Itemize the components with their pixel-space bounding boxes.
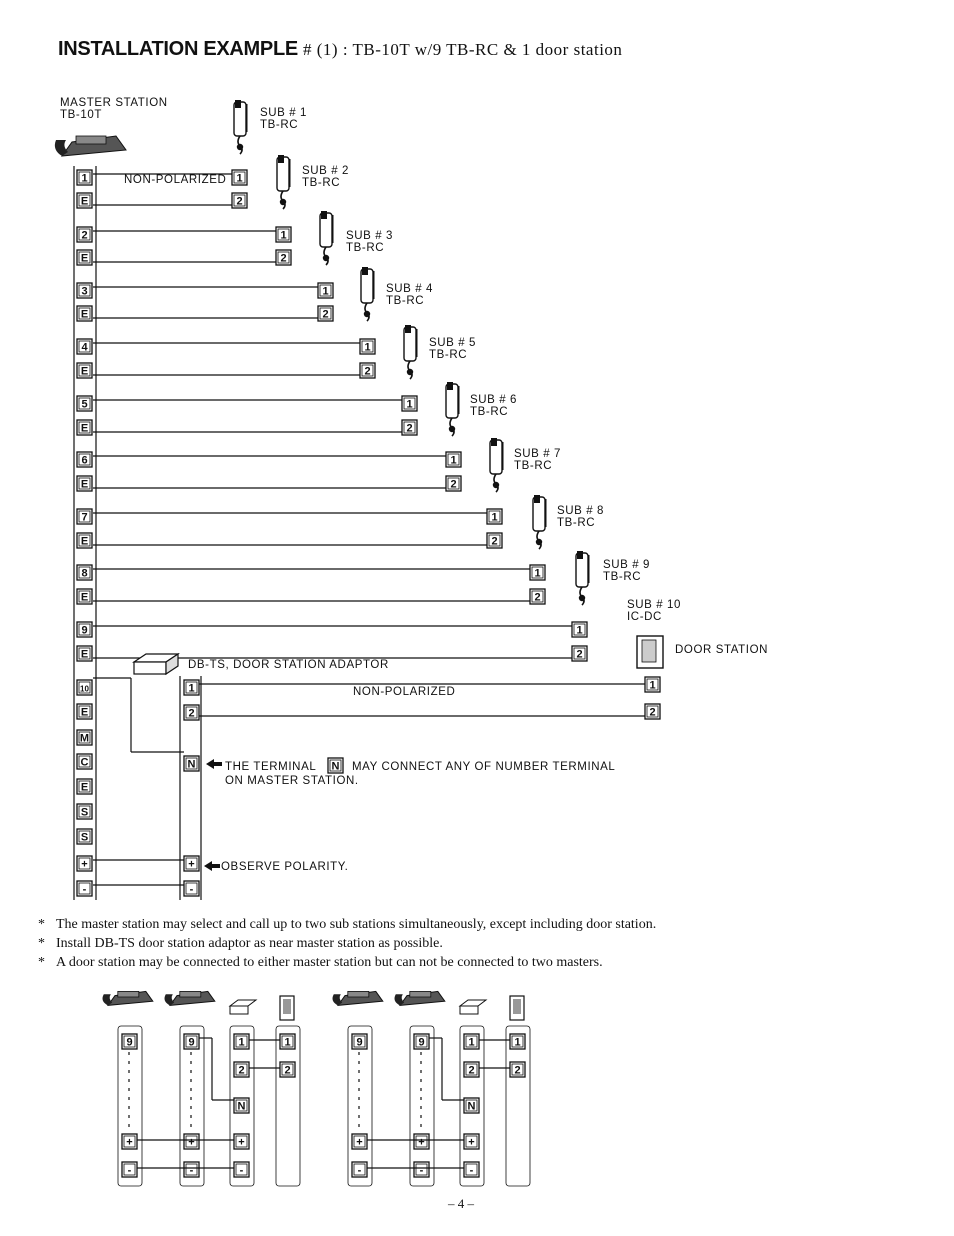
sub-8-model: TB-RC	[557, 517, 596, 529]
example-2-adaptor-2	[464, 1062, 479, 1077]
terminal-label: E	[80, 781, 89, 794]
terminal-label: E	[80, 252, 89, 265]
terminal-label: 1	[238, 1036, 245, 1049]
example-1-adaptor-icon	[230, 1000, 256, 1006]
terminal-label: 9	[418, 1036, 425, 1049]
terminal-label: E	[80, 422, 89, 435]
master-terminal-E	[77, 779, 92, 794]
terminal-label: 2	[236, 195, 243, 208]
sub-9-model: TB-RC	[603, 571, 642, 583]
sub-9-terminal-1	[530, 565, 545, 580]
terminal-label: 2	[406, 422, 413, 435]
example-2-terminal-9b	[414, 1034, 429, 1049]
n-note-b: MAY CONNECT ANY OF NUMBER TERMINAL	[352, 761, 616, 773]
arrow-icon	[206, 759, 222, 769]
sub-10-model: IC-DC	[627, 611, 662, 623]
note-1: * The master station may select and call up to two sub stations simultaneously, except including door station.	[38, 917, 657, 932]
sub-6-terminal-2	[402, 420, 417, 435]
terminal-label: +	[126, 1136, 133, 1149]
door-terminal-2	[645, 704, 660, 719]
sub-4-terminal-2	[318, 306, 333, 321]
example-1-plus-a	[122, 1134, 137, 1149]
terminal-label: 2	[468, 1064, 475, 1077]
terminal-label: 3	[81, 285, 88, 298]
terminal-label: 2	[576, 648, 583, 661]
non-polarized-label-2: NON-POLARIZED	[353, 686, 456, 698]
sub-1-handset-icon	[234, 100, 247, 154]
terminal-label: -	[82, 883, 87, 896]
sub-10-name: SUB # 10	[627, 599, 682, 611]
example-1-door-1	[280, 1034, 295, 1049]
example-1-master-b-icon	[164, 991, 214, 1005]
page-number: – 4 –	[448, 1196, 474, 1211]
terminal-label: M	[79, 732, 90, 745]
terminal-label: 1	[81, 172, 88, 185]
handset-cord-end	[323, 255, 329, 261]
example-2-master-b-icon	[394, 991, 444, 1005]
terminal-label: E	[80, 648, 89, 661]
n-note-a: THE TERMINAL	[225, 761, 317, 773]
door-terminal-1	[645, 677, 660, 692]
non-polarized-label-1: NON-POLARIZED	[124, 174, 227, 186]
terminal-label: 2	[238, 1064, 245, 1077]
terminal-label: E	[80, 308, 89, 321]
example-1-adaptor-body	[230, 1006, 248, 1014]
sub-7-name: SUB # 7	[514, 448, 562, 460]
master-terminal-E	[77, 589, 92, 604]
sub-7-terminal-2	[446, 476, 461, 491]
sub-8-handset-icon	[533, 495, 546, 549]
example-1-column-frame	[276, 1026, 300, 1186]
terminal-label: 1	[534, 567, 541, 580]
sub-10-terminal-2	[572, 646, 587, 661]
example-2-terminal-9a	[352, 1034, 367, 1049]
example-2-plus-a	[352, 1134, 367, 1149]
arrow-icon	[204, 861, 220, 871]
example-1	[118, 996, 300, 1186]
handset-earpiece	[577, 551, 583, 559]
phone-keys	[118, 991, 139, 997]
example-2-minus-a	[352, 1162, 367, 1177]
sub-10-terminal-1	[572, 622, 587, 637]
sub-3-model: TB-RC	[346, 242, 385, 254]
master-terminal-3	[77, 283, 92, 298]
sub-1-name: SUB # 1	[260, 107, 308, 119]
terminal-label: 1	[406, 398, 413, 411]
page-subtitle: # (1) : TB-10T w/9 TB-RC & 1 door station	[303, 40, 623, 59]
terminal-label: +	[356, 1136, 363, 1149]
terminal-label: 1	[491, 511, 498, 524]
terminal-label: 2	[280, 252, 287, 265]
terminal-label: 2	[450, 478, 457, 491]
handset-cord-end	[536, 539, 542, 545]
phone-keys	[180, 991, 201, 997]
sub-7-handset-icon	[490, 438, 503, 492]
handset-cord-end	[493, 482, 499, 488]
example-2-plus-b	[414, 1134, 429, 1149]
sub-5-terminal-1	[360, 339, 375, 354]
terminal-label: 1	[280, 229, 287, 242]
adaptor-terminal-2	[184, 705, 199, 720]
phone-keys	[348, 991, 369, 997]
master-terminal-7	[77, 509, 92, 524]
example-1-plus-b	[184, 1134, 199, 1149]
master-terminal-S	[77, 829, 92, 844]
handset-earpiece	[321, 211, 327, 219]
sub-3-terminal-1	[276, 227, 291, 242]
terminal-label: +	[81, 858, 88, 871]
handset-cord-end	[407, 369, 413, 375]
terminal-label: S	[80, 831, 89, 844]
terminal-label: 1	[468, 1036, 475, 1049]
master-terminal-5	[77, 396, 92, 411]
master-terminal-+	[77, 856, 92, 871]
handset-earpiece	[362, 267, 368, 275]
master-terminal-E	[77, 420, 92, 435]
terminal-label: 1	[364, 341, 371, 354]
example-2-adaptor-1	[464, 1034, 479, 1049]
handset-cord-end	[579, 595, 585, 601]
master-terminal-10	[77, 680, 92, 695]
example-1-minus-b	[184, 1162, 199, 1177]
terminal-label: -	[419, 1164, 424, 1177]
example-2-adaptor-N	[464, 1098, 479, 1113]
example-1-terminal-9a	[122, 1034, 137, 1049]
note-3: * A door station may be connected to either master station but can not be connected to two masters.	[38, 955, 603, 970]
sub-9-terminal-2	[530, 589, 545, 604]
sub-6-name: SUB # 6	[470, 394, 518, 406]
example-2-minus-c	[464, 1162, 479, 1177]
master-terminal-8	[77, 565, 92, 580]
sub-6-handset-icon	[446, 382, 459, 436]
terminal-label: 2	[364, 365, 371, 378]
sub-2-handset-icon	[277, 155, 290, 209]
terminal-label: -	[127, 1164, 132, 1177]
sub-8-terminal-1	[487, 509, 502, 524]
example-2-minus-b	[414, 1162, 429, 1177]
example-2-column-frame	[506, 1026, 530, 1186]
master-terminal-S	[77, 804, 92, 819]
terminal-label: 7	[81, 511, 88, 524]
adaptor-terminal-N	[184, 756, 199, 771]
master-terminal-E	[77, 646, 92, 661]
terminal-label: +	[418, 1136, 425, 1149]
handset-cord-end	[280, 199, 286, 205]
terminal-label: 6	[81, 454, 88, 467]
example-2	[348, 996, 530, 1186]
sub-4-model: TB-RC	[386, 295, 425, 307]
sub-4-terminal-1	[318, 283, 333, 298]
sub-8-name: SUB # 8	[557, 505, 605, 517]
sub-2-terminal-1	[232, 170, 247, 185]
terminal-label: 5	[81, 398, 88, 411]
example-2-adaptor-body	[460, 1006, 478, 1014]
door-station-grille	[642, 640, 656, 662]
master-model-label: TB-10T	[60, 109, 102, 121]
adaptor-front	[134, 662, 166, 674]
sub-5-model: TB-RC	[429, 349, 468, 361]
terminal-label: E	[80, 591, 89, 604]
sub-5-name: SUB # 5	[429, 337, 477, 349]
example-1-adaptor-N	[234, 1098, 249, 1113]
terminal-label: N	[467, 1100, 476, 1113]
terminal-label: 2	[649, 706, 656, 719]
terminal-label: +	[188, 858, 195, 871]
master-terminal-E	[77, 250, 92, 265]
terminal-label: 2	[491, 535, 498, 548]
terminal-label: C	[80, 756, 89, 769]
terminal-label: N	[187, 758, 196, 771]
sub-1-model: TB-RC	[260, 119, 299, 131]
sub-9-handset-icon	[576, 551, 589, 605]
terminal-label: 2	[188, 707, 195, 720]
terminal-label: -	[189, 883, 194, 896]
example-1-plus-c	[234, 1134, 249, 1149]
master-terminal-E	[77, 476, 92, 491]
sub-7-model: TB-RC	[514, 460, 553, 472]
terminal-label: E	[80, 195, 89, 208]
terminal-label: N	[237, 1100, 246, 1113]
master-station-icon	[55, 136, 126, 156]
terminal-label: +	[188, 1136, 195, 1149]
terminal-label: 2	[81, 229, 88, 242]
handset-earpiece	[534, 495, 540, 503]
sub-2-name: SUB # 2	[302, 165, 350, 177]
terminal-label: 1	[236, 172, 243, 185]
sub-8-terminal-2	[487, 533, 502, 548]
example-1-master-a-icon	[102, 991, 152, 1005]
terminal-label: E	[80, 365, 89, 378]
sub-5-handset-icon	[404, 325, 417, 379]
handset-earpiece	[447, 382, 453, 390]
handset-cord-end	[364, 311, 370, 317]
terminal-label: 2	[322, 308, 329, 321]
master-terminal-E	[77, 704, 92, 719]
example-2-plus-c	[464, 1134, 479, 1149]
terminal-label: 9	[356, 1036, 363, 1049]
terminal-label: 1	[188, 682, 195, 695]
example-1-door-2	[280, 1062, 295, 1077]
sub-6-terminal-1	[402, 396, 417, 411]
terminal-label: E	[80, 478, 89, 491]
polarity-note: OBSERVE POLARITY.	[221, 861, 349, 873]
handset-earpiece	[235, 100, 241, 108]
terminal-label: 1	[450, 454, 457, 467]
terminal-label: 1	[284, 1036, 291, 1049]
terminal-label: 2	[534, 591, 541, 604]
sub-3-handset-icon	[320, 211, 333, 265]
master-station-label: MASTER STATION	[60, 97, 168, 109]
example-1-door-grille	[283, 999, 291, 1014]
sub-6-model: TB-RC	[470, 406, 509, 418]
sub-2-terminal-2	[232, 193, 247, 208]
terminal-label: 1	[322, 285, 329, 298]
handset-earpiece	[278, 155, 284, 163]
master-terminal-E	[77, 363, 92, 378]
adaptor-terminal-minus	[184, 881, 199, 896]
example-2-master-a-icon	[332, 991, 382, 1005]
sub-3-terminal-2	[276, 250, 291, 265]
sub-4-handset-icon	[361, 267, 374, 321]
note-2: * Install DB-TS door station adaptor as near master station as possible.	[38, 936, 443, 951]
example-2-door-grille	[513, 999, 521, 1014]
terminal-label: 9	[188, 1036, 195, 1049]
master-terminal-C	[77, 754, 92, 769]
master-terminal-E	[77, 306, 92, 321]
master-terminal-2	[77, 227, 92, 242]
sub-3-name: SUB # 3	[346, 230, 394, 242]
terminal-label: -	[189, 1164, 194, 1177]
master-terminal-9	[77, 622, 92, 637]
adaptor-terminal-plus	[184, 856, 199, 871]
sub-4-name: SUB # 4	[386, 283, 434, 295]
sub-5-terminal-2	[360, 363, 375, 378]
terminal-label: +	[238, 1136, 245, 1149]
example-2-door-2	[510, 1062, 525, 1077]
terminal-label: 4	[81, 341, 88, 354]
terminal-label: +	[468, 1136, 475, 1149]
terminal-label: -	[357, 1164, 362, 1177]
n-note-terminal-icon	[328, 758, 343, 773]
handset-earpiece	[491, 438, 497, 446]
phone-keys	[410, 991, 431, 997]
terminal-label: E	[80, 706, 89, 719]
door-station-label: DOOR STATION	[675, 644, 769, 656]
master-terminal-6	[77, 452, 92, 467]
terminal-label: 10	[80, 684, 89, 694]
adaptor-icon	[134, 654, 178, 674]
handset-earpiece	[405, 325, 411, 333]
terminal-label: 1	[514, 1036, 521, 1049]
handset-cord-end	[449, 426, 455, 432]
example-1-minus-c	[234, 1162, 249, 1177]
phone-keys	[76, 136, 106, 144]
example-2-adaptor-icon	[460, 1000, 486, 1006]
master-terminal-M	[77, 730, 92, 745]
sub-9-name: SUB # 9	[603, 559, 651, 571]
example-1-minus-a	[122, 1162, 137, 1177]
terminal-label: E	[80, 535, 89, 548]
sub-7-terminal-1	[446, 452, 461, 467]
terminal-label: -	[469, 1164, 474, 1177]
terminal-label: 9	[126, 1036, 133, 1049]
master-terminal--	[77, 881, 92, 896]
example-1-adaptor-2	[234, 1062, 249, 1077]
terminal-label: 2	[514, 1064, 521, 1077]
n-note-c: ON MASTER STATION.	[225, 775, 359, 787]
page-title: INSTALLATION EXAMPLE	[58, 38, 298, 60]
adaptor-terminal-1	[184, 680, 199, 695]
master-terminal-4	[77, 339, 92, 354]
example-1-terminal-9b	[184, 1034, 199, 1049]
master-terminal-E	[77, 533, 92, 548]
handset-cord-end	[237, 144, 243, 150]
example-1-adaptor-1	[234, 1034, 249, 1049]
example-2-door-1	[510, 1034, 525, 1049]
terminal-label: 1	[649, 679, 656, 692]
terminal-label: 9	[81, 624, 88, 637]
terminal-label: 2	[284, 1064, 291, 1077]
master-terminal-1	[77, 170, 92, 185]
adaptor-label: DB-TS, DOOR STATION ADAPTOR	[188, 659, 389, 671]
master-terminal-E	[77, 193, 92, 208]
terminal-label: 1	[576, 624, 583, 637]
terminal-label: 8	[81, 567, 88, 580]
terminal-label: -	[239, 1164, 244, 1177]
door-station-icon	[637, 636, 663, 668]
terminal-label: N	[331, 760, 340, 773]
terminal-label: S	[80, 806, 89, 819]
sub-2-model: TB-RC	[302, 177, 341, 189]
